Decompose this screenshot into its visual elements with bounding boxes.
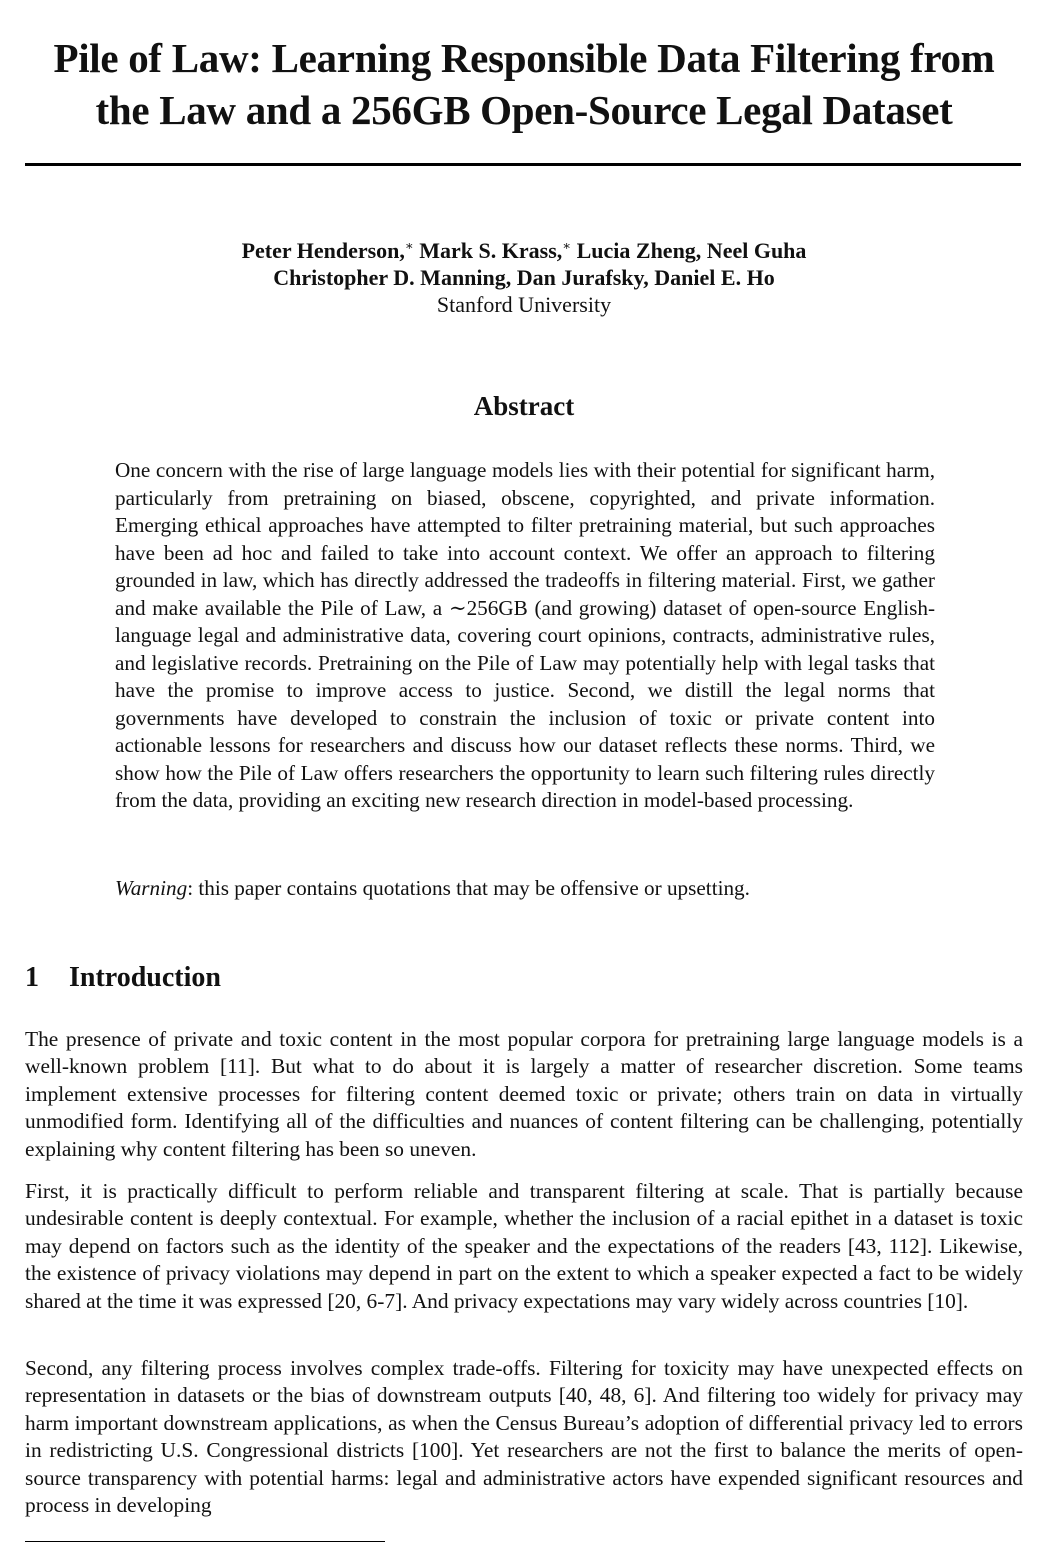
- author-block: [25, 237, 1023, 318]
- author-line-1: [25, 237, 1023, 264]
- intro-paragraph-2: First, it is practically difficult to perform reliable and transparent filtering at scale. That is partially because undesirable content is deeply contextual. For example, whether the inclusion of a racial epithet in a dataset is toxic may depend on factors such as the identity of the speaker and the expectations of the readers [43, 112]. Likewise, the existence of privacy violations may depend in part on the extent to which a speaker expected a fact to be widely shared at the time it was expressed [20, 6-7]. And privacy expectations may vary widely across countries [10].: [25, 1179, 1023, 1313]
- abstract-heading: Abstract: [473, 391, 575, 421]
- equal-contribution-mark: ∗: [562, 238, 572, 253]
- intro-paragraph-1: The presence of private and toxic content in the most popular corpora for pretraining large language models is a well-known problem [11]. But what to do about it is largely a matter of researcher discretion. Some teams implement extensive processes for filtering content deemed toxic or private; others train on data in virtually unmodified form. Identifying all of the difficulties and nuances of content filtering can be challenging, potentially explaining why content filtering has been so uneven.: [25, 1027, 1023, 1161]
- section-heading: [25, 960, 221, 996]
- paper-title: Pile of Law: Learning Responsible Data Filtering from the Law and a 256GB Open-Source Legal Dataset: [53, 35, 995, 133]
- abstract-body: One concern with the rise of large language models lies with their potential for significant harm, particularly from pretraining on biased, obscene, copyrighted, and private information. Emerging ethical approaches have attempted to filter pretraining material, but such approaches have been ad hoc and failed to take into account context. We offer an approach to filtering grounded in law, which has directly addressed the tradeoffs in filtering material. First, we gather and make available the Pile of Law, a ∼256GB (and growing) dataset of open-source English-language legal and administrative data, covering court opinions, contracts, administrative rules, and legislative records. Pretraining on the Pile of Law may potentially help with legal tasks that have the promise to improve access to justice. Second, we distill the legal norms that governments have developed to constrain the inclusion of toxic or private content into actionable lessons for researchers and discuss how our dataset reflects these norms. Third, we show how the Pile of Law offers researchers the opportunity to learn such filtering rules directly from the data, providing an exciting new research direction in model-based processing.: [115, 458, 935, 812]
- intro-paragraph-3: Second, any filtering process involves complex trade-offs. Filtering for toxicity may have unexpected effects on representation in datasets or the bias of downstream outputs [40, 48, 6]. And filtering too widely for privacy may harm important downstream applications, as when the Census Bureau’s adoption of differential privacy led to errors in redistricting U.S. Congressional districts [100]. Yet researchers are not the first to balance the merits of open-source transparency with potential harms: legal and administrative actors have expended significant resources and process in developing: [25, 1356, 1023, 1518]
- author-henderson: Peter Henderson,: [241, 238, 405, 263]
- footnote-rule: [25, 1541, 385, 1542]
- equal-contribution-mark: ∗: [404, 238, 414, 253]
- warning-label: Warning: [115, 876, 188, 900]
- warning-text: : this paper contains quotations that may be offensive or upsetting.: [187, 876, 750, 900]
- author-krass: Mark S. Krass,: [413, 238, 563, 263]
- section-number: 1: [25, 962, 39, 993]
- affiliation: Stanford University: [436, 292, 612, 317]
- content-warning: [115, 874, 935, 902]
- author-zheng-guha: Lucia Zheng, Neel Guha: [571, 238, 807, 263]
- author-line-2: Christopher D. Manning, Dan Jurafsky, Daniel E. Ho: [273, 265, 775, 290]
- section-title: Introduction: [69, 962, 221, 993]
- title-rule: [25, 163, 1021, 166]
